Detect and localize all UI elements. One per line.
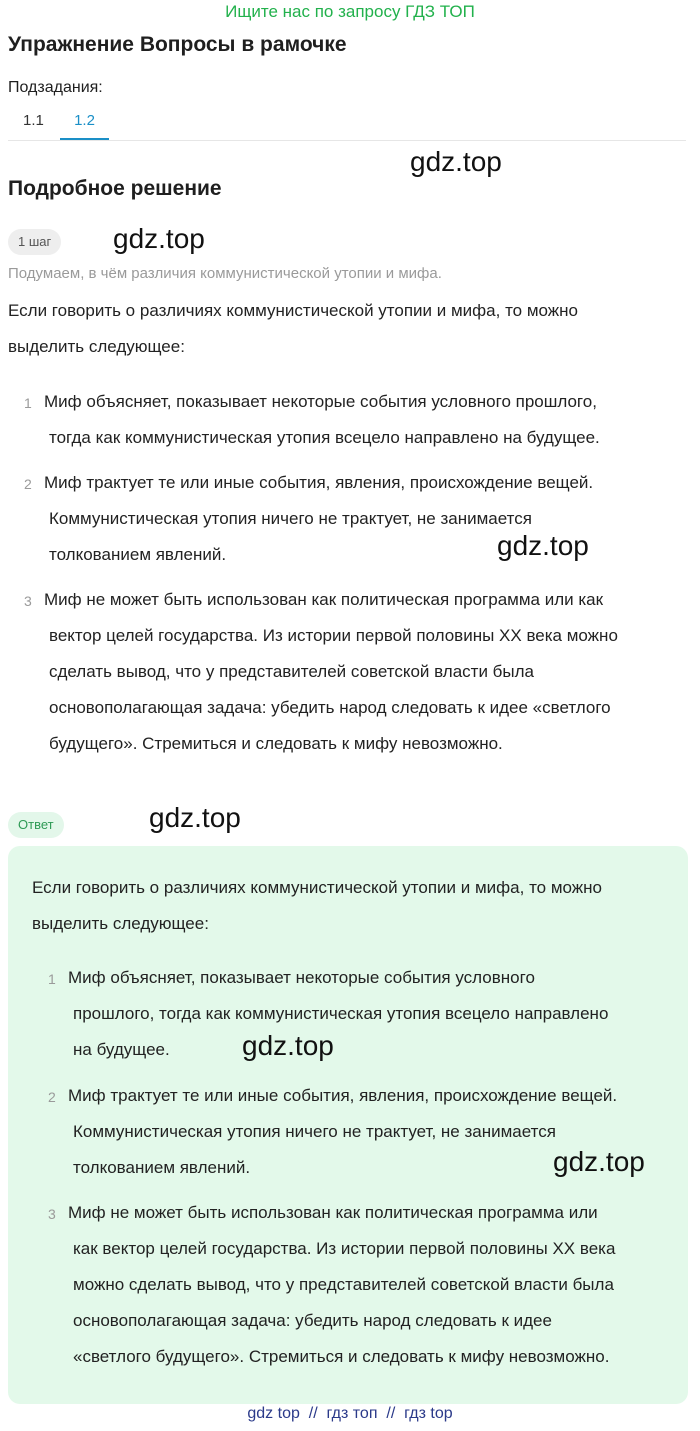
tab-1-1[interactable]: 1.1 [23,112,44,129]
list-item-line: Коммунистическая утопия ничего не трактует, не занимается [49,509,532,528]
step-hint: Подумаем, в чём различия коммунистической утопии и мифа. [8,265,442,282]
solution-heading: Подробное решение [8,177,222,200]
step-badge: 1 шаг [8,229,61,255]
list-item-line: Коммунистическая утопия ничего не трактует, не занимается [73,1122,556,1141]
watermark: gdz.top [113,223,205,254]
solution-intro-line: выделить следующее: [8,337,185,356]
list-item-number: 1 [24,395,32,411]
answer-badge: Ответ [8,812,64,838]
list-item-number: 1 [48,971,56,987]
list-item-number: 2 [24,476,32,492]
list-item-number: 3 [48,1206,56,1222]
subtasks-label: Подзадания: [8,79,103,96]
list-item-line: Миф трактует те или иные события, явления, происхождение вещей. [68,1086,618,1105]
list-item-line: основополагающая задача: убедить народ следовать к идее [73,1311,552,1330]
list-item-line: толкованием явлений. [73,1158,251,1177]
list-item-line: как вектор целей государства. Из истории первой половины XX века [73,1239,616,1258]
list-item-line: Миф не может быть использован как политическая программа или как [44,590,604,609]
tab-1-2[interactable]: 1.2 [74,112,95,129]
answer-intro-line: выделить следующее: [32,914,209,933]
list-item-line: можно сделать вывод, что у представителей советской власти была [73,1275,614,1294]
page-title: Упражнение Вопросы в рамочке [8,33,347,56]
list-item-line: будущего». Стремиться и следовать к мифу невозможно. [49,734,503,753]
list-item-line: сделать вывод, что у представителей советской власти была [49,662,535,681]
footer-watermark: gdz top // гдз топ // гдз top [247,1405,453,1422]
watermark: gdz.top [553,1146,645,1177]
solution-intro-line: Если говорить о различиях коммунистической утопии и мифа, то можно [8,301,579,320]
list-item-line: «светлого будущего». Стремиться и следовать к мифу невозможно. [73,1347,610,1366]
list-item-line: Миф не может быть использован как политическая программа или [68,1203,598,1222]
list-item-line: тогда как коммунистическая утопия всецело направлено на будущее. [49,428,600,447]
list-item-number: 3 [24,593,32,609]
list-item-line: вектор целей государства. Из истории первой половины XX века можно [49,626,618,645]
list-item-line: Миф объясняет, показывает некоторые события условного прошлого, [44,392,597,411]
list-item-line: на будущее. [73,1040,170,1059]
promo-banner: Ищите нас по запросу ГДЗ ТОП [225,2,475,21]
list-item-line: прошлого, тогда как коммунистическая утопия всецело направлено [73,1004,609,1023]
list-item-number: 2 [48,1089,56,1105]
watermark: gdz.top [149,802,241,833]
tabs-divider [8,140,686,141]
list-item-line: основополагающая задача: убедить народ следовать к идее «светлого [49,698,611,717]
list-item-line: толкованием явлений. [49,545,227,564]
answer-intro [32,870,602,942]
watermark: gdz.top [242,1030,334,1061]
list-item-line: Миф объясняет, показывает некоторые события условного [68,968,535,987]
solution-intro [8,293,578,365]
list-item-line: Миф трактует те или иные события, явления, происхождение вещей. [44,473,594,492]
answer-intro-line: Если говорить о различиях коммунистической утопии и мифа, то можно [32,878,603,897]
watermark: gdz.top [410,146,502,177]
watermark: gdz.top [497,530,589,561]
